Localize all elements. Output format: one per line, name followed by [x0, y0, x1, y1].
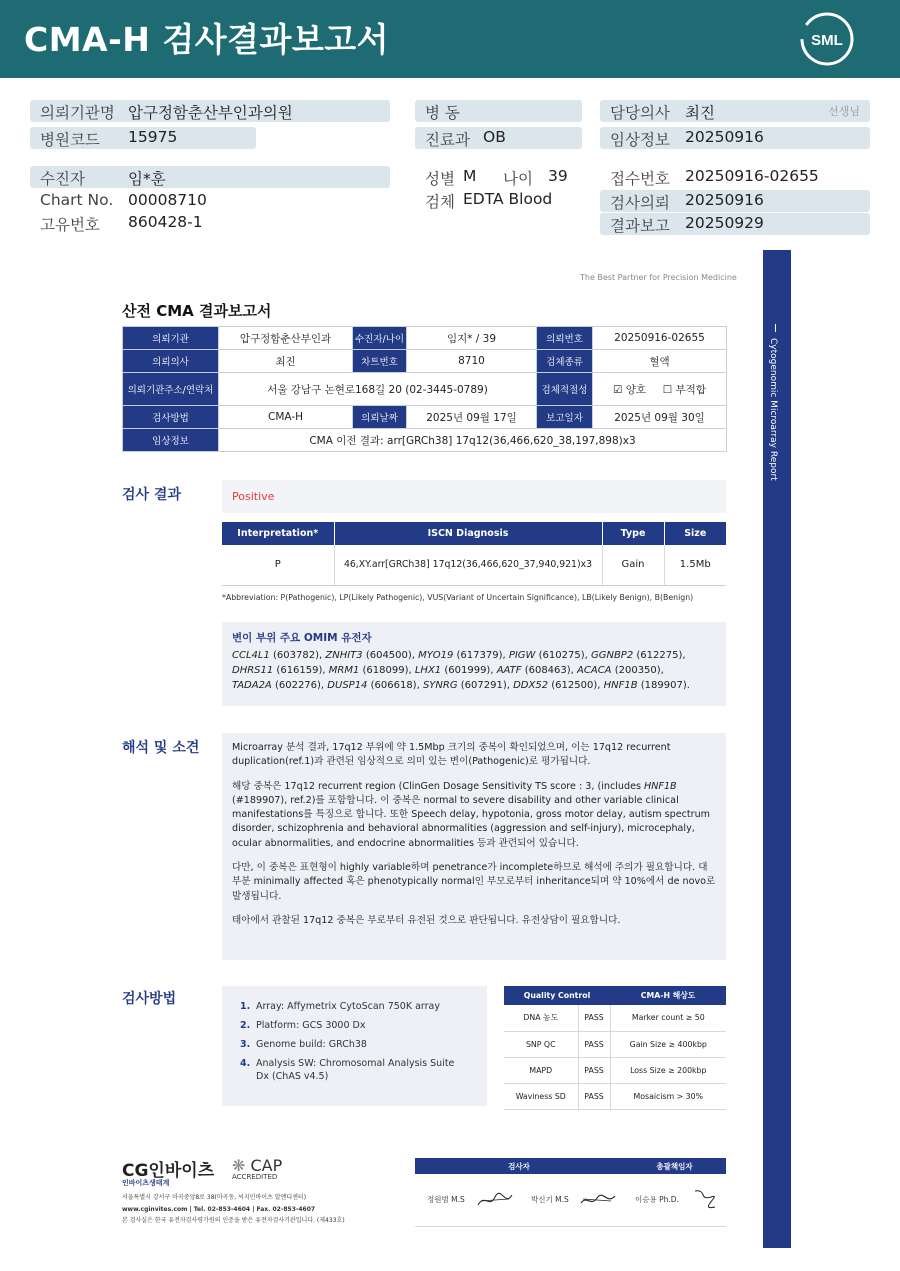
info-value: CMA-H: [219, 406, 353, 429]
info-header: 보고일자: [537, 406, 593, 429]
department-row: [415, 127, 582, 149]
omim-gene-symbol: PIGW: [508, 650, 536, 661]
footer-certification: 본 검사실은 한국 유전자검사평가원의 인증을 받은 유전자검사기관입니다. (제433호): [122, 1217, 345, 1224]
signature-header-row: [415, 1158, 726, 1174]
method-item: 4. Analysis SW: Chromosomal Analysis Suite Dx (ChAS v4.5): [240, 1058, 455, 1082]
clinical-info-row: [600, 127, 870, 149]
result-status-box: [222, 480, 726, 513]
footer-address: 서울특별시 강서구 마곡중앙8로 38(마곡동, 씨지인바이츠 알앤디센터): [122, 1194, 307, 1201]
info-value: 서울 강남구 논현로168길 20 (02-3445-0789): [219, 373, 537, 406]
institution-row: [30, 100, 390, 122]
method-section-title: 검사방법: [122, 991, 177, 1007]
qc-cell: MAPD: [504, 1057, 578, 1083]
methods-list: [240, 1000, 469, 1083]
omim-gene-symbol: ZNHIT3: [325, 650, 363, 661]
methods-box: [222, 986, 487, 1106]
qc-cell: SNP QC: [504, 1031, 578, 1057]
qc-header-row: [504, 986, 726, 1005]
info-row: [123, 350, 727, 373]
info-header: 의뢰기관: [123, 327, 219, 350]
omim-gene-symbol: MRM1: [328, 665, 360, 676]
qc-cell: Gain Size ≥ 400kbp: [610, 1031, 726, 1057]
info-value: 혈액: [593, 350, 727, 373]
report-info-table: [122, 326, 727, 452]
request-date-row: [600, 190, 870, 212]
omim-box: [222, 622, 726, 706]
report-sidebar: [763, 250, 791, 1248]
signature-cell: [415, 1174, 519, 1226]
omim-gene-number: (612500),: [548, 680, 604, 691]
report-date-label: 결과보고: [610, 217, 670, 235]
omim-gene-number: (601999),: [441, 665, 497, 676]
qc-row: [504, 1083, 726, 1109]
specimen-row: [415, 189, 595, 211]
clinical-info-label: 임상정보: [610, 131, 670, 149]
info-row: [123, 429, 727, 452]
omim-gene-symbol: SYNRG: [422, 680, 458, 691]
clinical-info-value: 20250916: [685, 128, 764, 146]
header-bar: [0, 0, 900, 78]
info-header: 검사방법: [123, 406, 219, 429]
request-date-value: 20250916: [685, 191, 764, 209]
info-value: 압구정함춘산부인과: [219, 327, 353, 350]
omim-gene-number: (189907).: [637, 680, 690, 691]
signature-cell: [623, 1174, 726, 1226]
qc-cell: PASS: [578, 1005, 610, 1031]
result-section-title: 검사 결과: [122, 487, 181, 503]
adequacy-bad-checkbox: ☐ 부적합: [662, 383, 706, 396]
age-label: 나이: [503, 170, 533, 188]
omim-gene-number: (606618),: [367, 680, 423, 691]
specimen-adequacy: [593, 373, 727, 406]
result-header: Size: [664, 522, 726, 545]
result-status: Positive: [232, 490, 275, 503]
omim-gene-number: (612275),: [633, 650, 686, 661]
signature-row: [415, 1174, 726, 1226]
chart-no-row: [30, 190, 390, 212]
signer-name: 박신기 M.S: [531, 1195, 569, 1205]
request-date-label: 검사의뢰: [610, 194, 670, 212]
handwritten-signature: [689, 1187, 719, 1213]
report-title: 산전 CMA 결과보고서: [122, 302, 272, 320]
institution-value: 압구정함춘산부인과의원: [128, 104, 293, 122]
sidebar-marker: [775, 324, 776, 332]
omim-gene-symbol: HNF1B: [603, 680, 638, 691]
info-header: 의뢰기관주소/연락처: [123, 373, 219, 406]
qc-header: CMA-H 해상도: [610, 986, 726, 1005]
omim-gene-symbol: DUSP14: [327, 680, 368, 691]
info-row: [123, 406, 727, 429]
sex-age-row: [415, 166, 595, 188]
adequacy-good-checkbox: ☑ 양호: [613, 383, 647, 396]
omim-gene-list: [232, 648, 716, 693]
qc-table: [504, 986, 726, 1110]
qc-cell: PASS: [578, 1083, 610, 1109]
signature-table: [415, 1158, 726, 1227]
method-item: 2. Platform: GCS 3000 Dx: [240, 1020, 366, 1031]
omim-gene-number: (604500),: [362, 650, 419, 661]
result-cell: P: [222, 545, 334, 585]
info-value: 8710: [407, 350, 537, 373]
info-header: 검체종류: [537, 350, 593, 373]
chart-no-value: 00008710: [128, 191, 207, 209]
age-value: 39: [548, 167, 568, 185]
omim-gene-number: (602276),: [271, 680, 328, 691]
omim-gene-number: (618099),: [359, 665, 415, 676]
omim-gene-symbol: AATF: [496, 665, 522, 676]
ward-row: [415, 100, 582, 122]
omim-gene-number: (603782),: [269, 650, 326, 661]
hospital-code-value: 15975: [128, 128, 178, 146]
report-date-value: 20250929: [685, 214, 764, 232]
svg-text:SML: SML: [811, 32, 843, 49]
signer-name: 이승용 Ph.D.: [635, 1195, 679, 1205]
cap-logo-text: ❋ CAP: [232, 1156, 283, 1175]
omim-gene-symbol: DHRS11: [232, 665, 274, 676]
omim-gene-symbol: MYO19: [418, 650, 454, 661]
sex-label: 성별: [425, 170, 455, 188]
cg-invites-logo-sub: 인바이츠생태계: [122, 1179, 170, 1187]
signature-cell: [519, 1174, 623, 1226]
qc-cell: Waviness SD: [504, 1083, 578, 1109]
department-label: 진료과: [425, 131, 470, 149]
info-value: 2025년 09월 17일: [407, 406, 537, 429]
report-date-row: [600, 213, 870, 235]
result-table: [222, 522, 726, 586]
omim-gene-number: (617379),: [453, 650, 509, 661]
omim-gene-number: (616159),: [273, 665, 329, 676]
qc-row: [504, 1005, 726, 1031]
qc-cell: Marker count ≥ 50: [610, 1005, 726, 1031]
result-cell: Gain: [602, 545, 664, 585]
result-header: ISCN Diagnosis: [334, 522, 602, 545]
receipt-no-row: [600, 166, 870, 188]
patient-value: 임*훈: [128, 170, 166, 188]
info-value: 20250916-02655: [593, 327, 727, 350]
sidebar-text: Cytogenomic Microarray Report: [768, 338, 778, 481]
sml-logo: [799, 11, 855, 67]
institution-label: 의뢰기관명: [40, 104, 115, 122]
interpretation-box: [222, 733, 726, 960]
doctor-suffix: 선생님: [828, 105, 860, 118]
footer-contact: www.cginvites.com | Tel. 02-853-4604 | Fax. 02-853-4607: [122, 1205, 316, 1213]
interp-paragraph: Microarray 분석 결과, 17q12 부위에 약 1.5Mbp 크기의 중복이 확인되었으며, 이는 17q12 recurrent duplication(ref.1)과 관련된 임상적으로 의미 있는 변이(Pathogenic)로 평가됩니다.: [232, 742, 671, 768]
patient-row: [30, 166, 390, 188]
handwritten-signature: [579, 1189, 617, 1211]
specimen-value: EDTA Blood: [463, 190, 553, 208]
info-header: 수진자/나이: [353, 327, 407, 350]
sex-value: M: [463, 167, 477, 185]
page-title: CMA-H 검사결과보고서: [24, 20, 390, 59]
info-header: 의뢰번호: [537, 327, 593, 350]
footer-info: [122, 1192, 345, 1227]
info-row: [123, 327, 727, 350]
receipt-no-value: 20250916-02655: [685, 167, 819, 185]
doctor-label: 담당의사: [610, 104, 670, 122]
info-header: 검체적절성: [537, 373, 593, 406]
info-row: [123, 373, 727, 406]
signer-name: 정원범 M.S: [427, 1195, 465, 1205]
qc-row: [504, 1057, 726, 1083]
handwritten-signature: [475, 1189, 515, 1211]
abbreviation-note: *Abbreviation: P(Pathogenic), LP(Likely Pathogenic), VUS(Variant of Uncertain Significance), LB(Likely Benign), B(Benign): [222, 593, 694, 602]
hospital-code-label: 병원코드: [40, 131, 100, 149]
method-item: 1. Array: Affymetrix CytoScan 750K array: [240, 1001, 440, 1012]
omim-gene-number: (610275),: [535, 650, 591, 661]
unique-no-row: [30, 212, 390, 234]
patient-label: 수진자: [40, 170, 85, 188]
qc-cell: PASS: [578, 1057, 610, 1083]
omim-gene-symbol: ACACA: [577, 665, 612, 676]
omim-gene-symbol: DDX52: [513, 680, 549, 691]
ward-label: 병 동: [425, 104, 460, 122]
omim-gene-symbol: LHX1: [414, 665, 442, 676]
interp-paragraph: 태아에서 관찰된 17q12 중복은 부로부터 유전된 것으로 판단됩니다. 유전상담이 필요합니다.: [232, 914, 621, 926]
result-row: [222, 545, 726, 585]
info-value: 임지* / 39: [407, 327, 537, 350]
cg-invites-logo: CG인바이츠: [122, 1161, 215, 1181]
info-value: 최진: [219, 350, 353, 373]
qc-cell: PASS: [578, 1031, 610, 1057]
omim-title: 변이 부위 주요 OMIM 유전자: [232, 632, 372, 644]
omim-gene-number: (200350),: [611, 665, 664, 676]
chart-no-label: Chart No.: [40, 191, 114, 209]
info-header: 임상정보: [123, 429, 219, 452]
result-header: Type: [602, 522, 664, 545]
signature-header: 검사자: [415, 1158, 623, 1174]
qc-cell: Mosaicism > 30%: [610, 1083, 726, 1109]
method-item: 3. Genome build: GRCh38: [240, 1039, 367, 1050]
info-value: CMA 이전 결과: arr[GRCh38] 17q12(36,466,620_38,197,898)x3: [219, 429, 727, 452]
department-value: OB: [483, 128, 506, 146]
interp-paragraph: 다만, 이 중복은 표현형이 highly variable하며 penetrance가 incomplete하므로 해석에 주의가 필요합니다. 대부분 minimally affected 혹은 phenotypically normal인 부모로부터 inheritance되며 약 10%에서 de novo로 발생됩니다.: [232, 862, 716, 902]
unique-no-label: 고유번호: [40, 216, 100, 234]
qc-row: [504, 1031, 726, 1057]
info-header: 차트번호: [353, 350, 407, 373]
omim-gene-symbol: GGNBP2: [590, 650, 634, 661]
omim-gene-number: (608463),: [521, 665, 578, 676]
interp-section-title: 해석 및 소견: [122, 740, 200, 756]
qc-cell: Loss Size ≥ 200kbp: [610, 1057, 726, 1083]
receipt-no-label: 접수번호: [610, 170, 670, 188]
omim-gene-symbol: TADA2A: [232, 680, 272, 691]
omim-gene-symbol: CCL4L1: [232, 650, 270, 661]
signature-header: 총괄책임자: [623, 1158, 726, 1174]
specimen-label: 검체: [425, 193, 455, 211]
tagline: The Best Partner for Precision Medicine: [580, 273, 737, 282]
info-header: 의뢰날짜: [353, 406, 407, 429]
result-header: Interpretation*: [222, 522, 334, 545]
unique-no-value: 860428-1: [128, 213, 203, 231]
doctor-row: [600, 100, 870, 122]
result-header-row: [222, 522, 726, 545]
qc-cell: DNA 농도: [504, 1005, 578, 1031]
cap-accredited-text: ACCREDITED: [232, 1173, 278, 1181]
hospital-code-row: [30, 127, 256, 149]
result-cell: 46,XY.arr[GRCh38] 17q12(36,466,620_37,940,921)x3: [334, 545, 602, 585]
doctor-value: 최진: [685, 104, 715, 122]
omim-gene-number: (607291),: [457, 680, 514, 691]
qc-header: Quality Control: [504, 986, 610, 1005]
interp-paragraph: 해당 중복은 17q12 recurrent region (ClinGen Dosage Sensitivity TS score : 3, (includes HNF1B (#189907), ref.2)를 포함합니다. 이 중복은 normal to severe disability and other variable clinical manifestations를 특징으로 합니다. 또한 Speech delay, hypotonia, gross motor delay, autism spectrum disorder, schizophrenia and behavioral abnormalities (aggression and self-injury), microcephaly, ocular abnormalities, and endocrine abnormalities 등과 관련되어 있습니다.: [232, 780, 711, 849]
info-value: 2025년 09월 30일: [593, 406, 727, 429]
gene-name: HNF1B: [644, 780, 677, 792]
info-header: 의뢰의사: [123, 350, 219, 373]
result-cell: 1.5Mb: [664, 545, 726, 585]
cap-accredited-logo: [232, 1156, 282, 1181]
